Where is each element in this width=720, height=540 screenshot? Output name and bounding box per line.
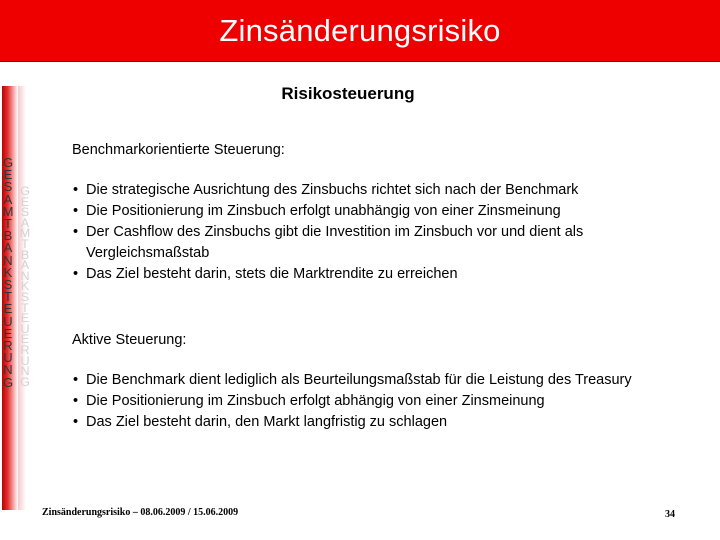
slide-subtitle: Risikosteuerung [281,84,415,103]
sidebar-letter: S [3,277,13,293]
sidebar-letter: S [20,205,30,220]
sidebar-letter: T [4,289,12,305]
sidebar-letter: T [21,300,29,315]
sidebar-letter: G [20,184,30,198]
page-number: 34 [665,509,675,520]
sidebar-letter: M [2,203,14,219]
sidebar-letter: A [3,191,13,207]
sidebar-letter: U [20,321,30,336]
sidebar-letter: G [2,155,14,170]
sidebar-letter: E [20,311,30,326]
section-benchmark-content [72,180,652,285]
title-bar [0,0,720,62]
sidebar-letter: E [3,325,13,341]
sidebar-letter: K [20,279,30,294]
sidebar-letter: T [21,236,29,251]
sidebar-letter: U [3,350,13,366]
sidebar-letter: G [2,374,14,390]
sidebar-letter: U [3,313,13,329]
list-item: • Die Benchmark dient lediglich als Beurteilungsmaßstab für die Leistung des Treasury [72,370,632,391]
list-item: • Die Positionierung im Zinsbuch erfolgt unabhängig von einer Zinsmeinung [72,201,652,222]
sidebar-vertical-ghost-text [18,186,33,387]
sidebar-letter: T [4,216,12,232]
sidebar-letter: N [20,364,30,379]
sidebar-letter: A [20,215,30,230]
list-item: • Das Ziel besteht darin, stets die Marktrendite zu erreichen [72,264,652,285]
sidebar-letter: S [20,289,30,304]
section-label-aktive: Aktive Steuerung: [72,332,187,348]
sidebar-letter: A [3,240,13,256]
sidebar-letter: N [20,268,30,283]
sidebar-letter: E [3,167,13,183]
sidebar-vertical-text [1,157,15,389]
sidebar-letter: R [20,342,30,357]
list-item: • Der Cashflow des Zinsbuchs gibt die Investition im Zinsbuch vor und dient als Vergleichsmaßstab [72,222,647,264]
sidebar-letter: A [20,258,30,273]
sidebar-letter: E [20,194,30,209]
slide-title: Zinsänderungsrisiko [219,12,501,48]
sidebar-letter: U [20,353,30,368]
sidebar-letter: N [3,362,13,378]
list-item: • Die strategische Ausrichtung des Zinsbuchs richtet sich nach der Benchmark [72,180,652,201]
sidebar-letter: G [20,374,30,389]
section-aktive-content [72,370,632,433]
bullet-list-benchmark [72,180,652,285]
sidebar-letter: N [3,252,13,268]
footer-caption: Zinsänderungsrisiko – 08.06.2009 / 15.06.2009 [42,507,239,518]
sidebar-letter: B [20,247,30,262]
bullet-list-aktive [72,370,632,433]
section-label-benchmark: Benchmarkorientierte Steuerung: [72,142,285,158]
sidebar-letter: E [20,332,30,347]
list-item: • Die Positionierung im Zinsbuch erfolgt abhängig von einer Zinsmeinung [72,391,632,412]
sidebar-letter: B [3,228,13,244]
sidebar-letter: M [19,226,31,241]
sidebar-letter: K [3,264,13,280]
list-item: • Das Ziel besteht darin, den Markt langfristig zu schlagen [72,412,632,433]
sidebar-letter: R [3,338,13,354]
sidebar-letter: E [3,301,13,317]
sidebar-letter: S [3,179,13,195]
